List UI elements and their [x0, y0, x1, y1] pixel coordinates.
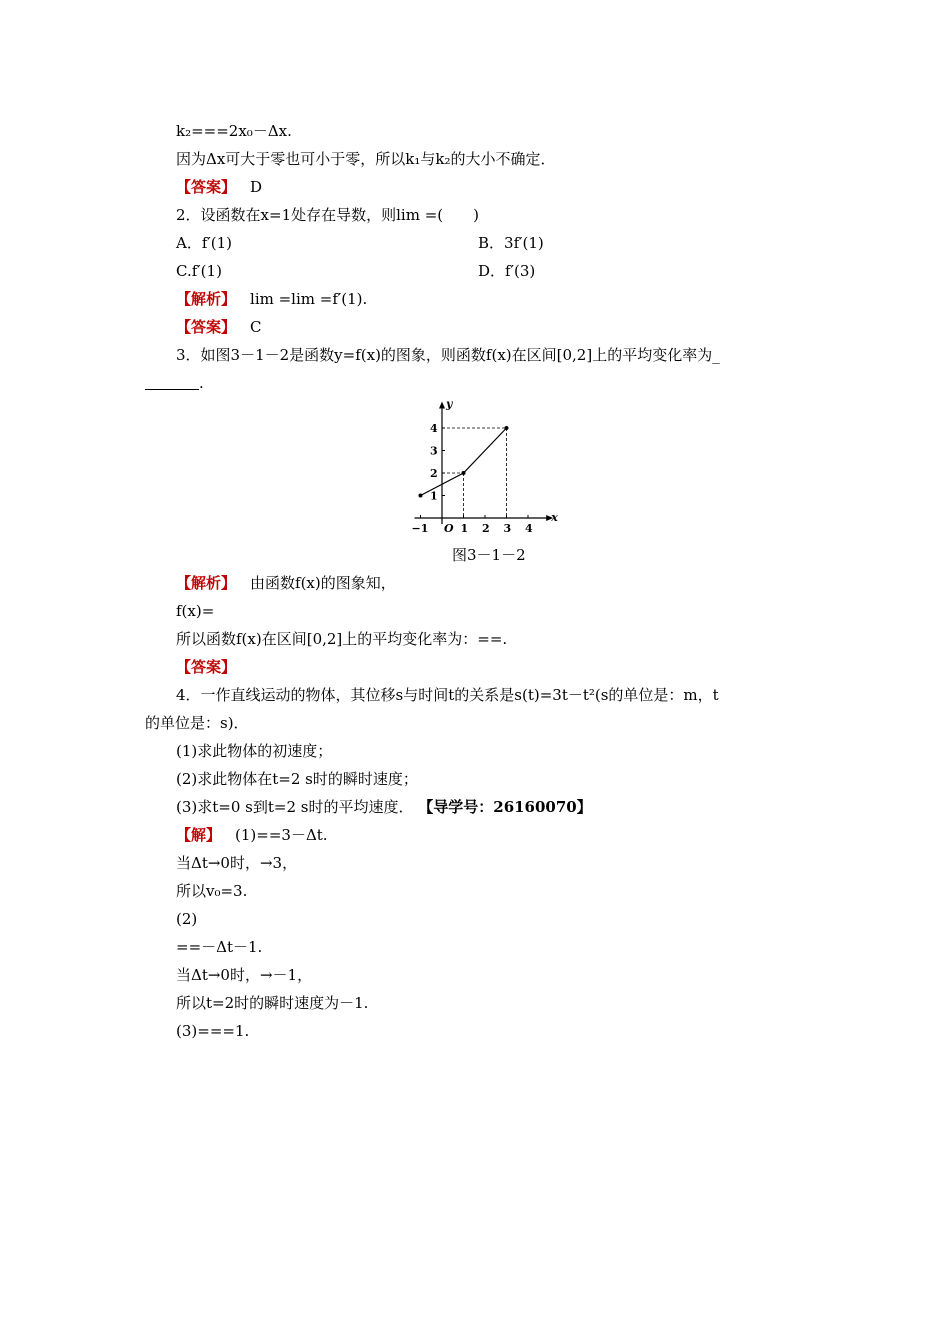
analysis-text: 由函数f(x)的图象知， — [250, 574, 396, 592]
y-tick-label: 2 — [430, 467, 438, 480]
guide-number: 【导学号：26160070】 — [418, 798, 592, 816]
x-tick-label: 3 — [503, 522, 512, 534]
answer-blank — [145, 375, 199, 390]
option-c: C.f′(1) — [176, 262, 222, 280]
answer-tag: 【答案】 — [176, 318, 237, 336]
x-tick-label: 1 — [460, 522, 469, 534]
analysis-tag: 【解析】 — [176, 290, 237, 308]
answer-value: D — [250, 178, 263, 196]
origin-label: O — [444, 522, 454, 534]
question-3-blank — [145, 373, 204, 393]
y-tick-label: 4 — [430, 422, 438, 435]
solution-2: 当Δt→0时，→3， — [176, 854, 298, 872]
data-point — [462, 471, 466, 475]
option-b: B．3f′(1) — [478, 234, 544, 252]
y-tick-label: 3 — [430, 444, 438, 458]
solution-6: 当Δt→0时，→－1， — [176, 966, 313, 984]
question-4-cont: 的单位是：s)． — [145, 714, 249, 732]
question-3: 3．如图3－1－2是函数y=f(x)的图象，则函数f(x)在区间[0,2]上的平均变化率为_ — [176, 346, 720, 364]
function-graph — [412, 398, 572, 534]
chart-root — [412, 398, 558, 534]
solution-text: (1)==3－Δt. — [235, 826, 328, 844]
figure-caption: 图3－1－2 — [452, 546, 526, 564]
analysis-tag: 【解析】 — [176, 574, 237, 592]
solution-8: (3)===1. — [176, 1022, 250, 1040]
q2-options-cd — [176, 261, 676, 281]
analysis-text: lim =lim =f′(1). — [250, 290, 368, 308]
option-a: A．f′(1) — [176, 234, 233, 252]
x-axis-label: x — [551, 511, 558, 524]
x-tick-label: 2 — [482, 522, 490, 534]
question-2: 2．设函数在x=1处存在导数，则lim =( ) — [176, 206, 479, 224]
solution-3: 所以v₀=3. — [176, 882, 248, 900]
data-point — [419, 494, 423, 498]
line-k2: k₂===2x₀－Δx. — [176, 122, 292, 140]
blank-period: . — [199, 374, 204, 392]
answer-1 — [176, 177, 262, 197]
q3-rate: 所以函数f(x)在区间[0,2]上的平均变化率为：==. — [176, 630, 508, 648]
y-axis-label: y — [446, 398, 453, 411]
x-tick-label: 4 — [525, 522, 533, 534]
y-axis-arrow — [439, 402, 445, 409]
solution-1 — [176, 825, 328, 845]
answer-value: C — [250, 318, 262, 336]
x-tick-label: −1 — [412, 522, 429, 534]
answer-tag: 【答案】 — [176, 178, 237, 196]
q2-answer — [176, 317, 262, 337]
solution-tag: 【解】 — [176, 826, 222, 844]
question-4: 4．一作直线运动的物体，其位移s与时间t的关系是s(t)=3t－t²(s的单位是：m，t — [176, 686, 719, 704]
q4-part-2: (2)求此物体在t=2 s时的瞬时速度； — [176, 770, 418, 788]
q3-analysis — [176, 573, 396, 593]
q4-part-1: (1)求此物体的初速度； — [176, 742, 333, 760]
option-d: D．f′(3) — [478, 262, 536, 280]
q2-analysis — [176, 289, 367, 309]
q3-answer — [176, 657, 236, 677]
q4-part-3 — [176, 797, 592, 817]
solution-5: ==－Δt－1. — [176, 938, 263, 956]
q2-options-ab — [176, 233, 676, 253]
solution-7: 所以t=2时的瞬时速度为－1. — [176, 994, 369, 1012]
q3-fx: f(x)= — [176, 602, 215, 620]
answer-tag: 【答案】 — [176, 658, 237, 676]
q4-part-3-text: (3)求t=0 s到t=2 s时的平均速度． — [176, 798, 414, 816]
data-point — [505, 426, 509, 430]
y-tick-label: 1 — [430, 489, 438, 503]
solution-4: (2) — [176, 910, 198, 928]
line-compare: 因为Δx可大于零也可小于零，所以k₁与k₂的大小不确定． — [176, 150, 556, 168]
